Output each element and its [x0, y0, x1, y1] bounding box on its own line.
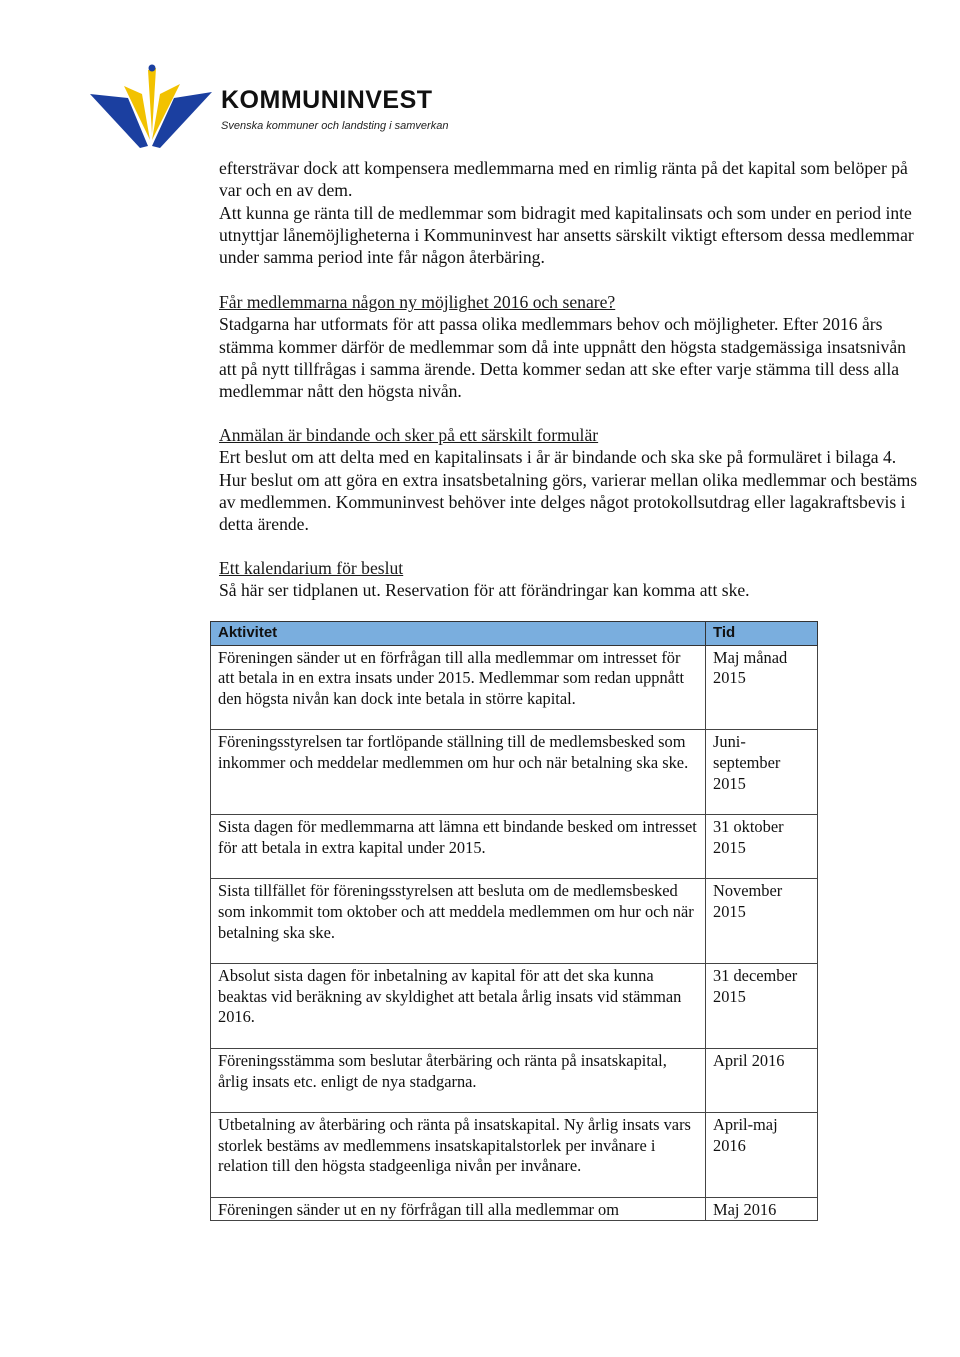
- logo-dot: [149, 65, 156, 72]
- activity-cell: Föreningen sänder ut en ny förfrågan till alla medlemmar om: [211, 1197, 706, 1221]
- table-row: [211, 1197, 818, 1221]
- time-cell: 31 december 2015: [706, 964, 818, 1049]
- section-text: Stadgarna har utformats för att passa olika medlemmars behov och möjligheter. Efter 2016 års stämma kommer därför de medlemmar som då inte uppnått den högsta stadgemässiga insatsnivån att på nytt tillfrågas i samma ärende. Detta kommer sedan att ske efter varje stämma till dess alla medlemmar nått den högsta nivån.: [219, 314, 906, 402]
- section-heading: Anmälan är bindande och sker på ett särskilt formulär: [219, 425, 599, 445]
- calendar-table: [210, 621, 818, 1221]
- activity-cell: Föreningsstyrelsen tar fortlöpande ställning till de medlemsbesked som inkommer och meddelar medlemmen om hur och när betalning ska ske.: [211, 730, 706, 815]
- section-calendar: [219, 557, 919, 602]
- time-cell: Juni-september 2015: [706, 730, 818, 815]
- time-cell: Maj 2016: [706, 1197, 818, 1221]
- time-cell: November 2015: [706, 879, 818, 964]
- activity-cell: Absolut sista dagen för inbetalning av kapital för att det ska kunna beaktas vid beräkning av skyldighet att betala årlig insats vid stämman 2016.: [211, 964, 706, 1049]
- table-row: [211, 730, 818, 815]
- brand-name: KOMMUNINVEST: [221, 86, 433, 114]
- activity-cell: Föreningsstämma som beslutar återbäring och ränta på insatskapital, årlig insats etc. enligt de nya stadgarna.: [211, 1048, 706, 1112]
- activity-cell: Föreningen sänder ut en förfrågan till alla medlemmar om intresset för att betala in en extra insats under 2015. Medlemmar som redan uppnått den högsta nivån kan dock inte betala in större kapital.: [211, 645, 706, 730]
- table-row: [211, 1048, 818, 1112]
- intro-paragraph-2: Att kunna ge ränta till de medlemmar som bidragit med kapitalinsats och som under en period inte utnyttjar lånemöjligheterna i Kommuninvest har ansetts särskilt viktigt eftersom dessa medlemmar under samma period inte får någon återbäring.: [219, 202, 914, 268]
- section-new-opportunity: [219, 291, 919, 402]
- table-row: [211, 815, 818, 879]
- table-row: [211, 1113, 818, 1198]
- time-cell: April 2016: [706, 1048, 818, 1112]
- column-header-time: Tid: [706, 622, 818, 646]
- activity-cell: Utbetalning av återbäring och ränta på insatskapital. Ny årlig insats vars storlek bestäms av medlemmens insatskapitalstorlek per invånare i relation till den högsta stadgeenliga nivån per invånare.: [211, 1113, 706, 1198]
- section-heading: Ett kalendarium för beslut: [219, 558, 404, 578]
- kommuninvest-logo: [90, 64, 230, 152]
- section-heading: Får medlemmarna någon ny möjlighet 2016 och senare?: [219, 292, 616, 312]
- section-text: Ert beslut om att delta med en kapitalinsats i år är bindande och ska ske på formuläret i bilaga 4. Hur beslut om att göra en extra insatsbetalning görs, varierar mellan olika medlemmar och bestäms av medlemmen. Kommuninvest behöver inte delges något protokollsutdrag eller lagakraftsbevis i detta ärende.: [219, 447, 918, 535]
- table-row: [211, 964, 818, 1049]
- table-header-row: [211, 622, 818, 646]
- column-header-activity: Aktivitet: [211, 622, 706, 646]
- activity-cell: Sista dagen för medlemmarna att lämna ett bindande besked om intresset för att betala in extra kapital under 2015.: [211, 815, 706, 879]
- section-binding-application: [219, 424, 919, 535]
- time-cell: 31 oktober 2015: [706, 815, 818, 879]
- brand-tagline: Svenska kommuner och landsting i samverkan: [221, 120, 449, 132]
- intro-block: [219, 157, 919, 268]
- intro-paragraph: eftersträvar dock att kompensera medlemmarna med en rimlig ränta på det kapital som belöper på var och en av dem.: [219, 158, 908, 201]
- table-row: [211, 879, 818, 964]
- activity-cell: Sista tillfället för föreningsstyrelsen att besluta om de medlemsbesked som inkommit tom oktober och att meddela medlemmen om hur och när betalning ska ske.: [211, 879, 706, 964]
- time-cell: Maj månad 2015: [706, 645, 818, 730]
- time-cell: April-maj 2016: [706, 1113, 818, 1198]
- section-text: Så här ser tidplanen ut. Reservation för att förändringar kan komma att ske.: [219, 580, 750, 601]
- table-row: [211, 645, 818, 730]
